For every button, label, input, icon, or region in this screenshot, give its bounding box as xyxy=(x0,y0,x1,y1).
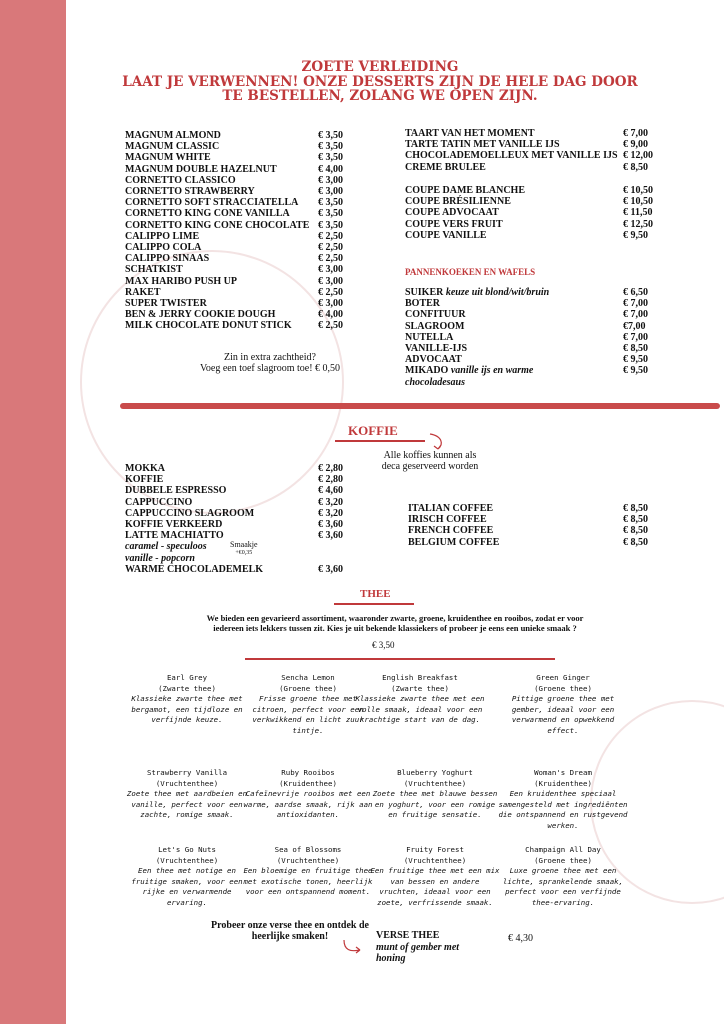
item-name: SLAGROOM xyxy=(405,320,465,332)
item-name: MILK CHOCOLATE DONUT STICK xyxy=(125,320,292,332)
item-name: COUPE BRÉSILIENNE xyxy=(405,196,511,208)
tea-description: Een fruitige thee met een mix van bessen en andere vruchten, ideaal voor een zoete, verfrissende smaak. xyxy=(370,866,500,907)
header-line-1: ZOETE VERLEIDING xyxy=(301,59,459,75)
item-price: € 7,00 xyxy=(623,331,648,343)
flavor-line-2: vanille - popcorn xyxy=(125,552,195,564)
item-price: € 3,20 xyxy=(318,507,343,519)
item-price: € 4,60 xyxy=(318,485,343,497)
tea-name: Strawberry Vanilla xyxy=(146,768,228,777)
item-name: COUPE VERS FRUIT xyxy=(405,218,503,230)
item-price: € 3,00 xyxy=(318,174,343,186)
item-price: € 8,50 xyxy=(623,514,648,526)
tea-type: (Vruchtenthee) xyxy=(403,778,467,788)
decaf-note: Alle koffies kunnen als deca geserveerd worden xyxy=(381,450,479,472)
tea-name: English Breakfast xyxy=(382,673,458,682)
tea-name: Fruity Forest xyxy=(406,845,464,854)
item-price: € 3,00 xyxy=(318,298,343,309)
item-price: € 2,50 xyxy=(318,320,343,332)
item-price: € 2,80 xyxy=(318,463,343,474)
item-name: DUBBELE ESPRESSO xyxy=(125,485,227,497)
item-price: € 12,00 xyxy=(623,150,653,162)
item-price: € 8,50 xyxy=(623,343,648,354)
item-name: CALIPPO COLA xyxy=(125,242,202,253)
tea-description: Een kruidenthee speciaal samengesteld met ingrediënten die ontspannend en rustgevend werken. xyxy=(498,789,628,830)
tea-card xyxy=(498,768,628,831)
item-name: TARTE TATIN MET VANILLE IJS xyxy=(405,139,560,151)
thee-price: € 3,50 xyxy=(372,640,395,650)
tea-name: Sea of Blossoms xyxy=(274,845,342,854)
item-name: CORNETTO SOFT STRACCIATELLA xyxy=(125,197,299,209)
item-name: COUPE VANILLE xyxy=(405,229,487,241)
item-price: €7,00 xyxy=(623,320,646,332)
koffie-underline xyxy=(335,440,425,442)
tea-type: (Zwarte thee) xyxy=(158,683,216,693)
tea-card xyxy=(498,845,628,908)
item-name: CORNETTO STRAWBERRY xyxy=(125,186,255,197)
decorative-side-strip xyxy=(0,0,66,1024)
tea-card xyxy=(122,768,252,821)
item-price: € 9,00 xyxy=(623,139,648,151)
tea-type: (Vruchtenthee) xyxy=(403,855,467,865)
tea-name: Green Ginger xyxy=(536,673,590,682)
item-price: € 3,50 xyxy=(318,208,343,220)
fresh-tea-desc-1: munt of gember met xyxy=(376,941,460,953)
item-name: WARME CHOCOLADEMELK xyxy=(125,563,264,575)
tea-type: (Vruchtenthee) xyxy=(155,855,219,865)
item-name: CALIPPO LIME xyxy=(125,230,200,242)
item-name: MAGNUM DOUBLE HAZELNUT xyxy=(125,163,277,175)
item-name: VANILLE-IJS xyxy=(405,343,468,354)
item-price: € 3,00 xyxy=(318,275,343,287)
item-price: € 8,50 xyxy=(623,161,648,173)
item-name: CAPPUCCINO SLAGROOM xyxy=(125,507,255,519)
item-name: LATTE MACHIATTO xyxy=(125,530,224,542)
tea-card xyxy=(243,845,373,898)
smaakje-price: +€0,35 xyxy=(235,550,253,556)
item-price: € 3,50 xyxy=(318,219,343,231)
tea-name: Earl Grey xyxy=(166,673,208,682)
item-name: SCHATKIST xyxy=(125,264,183,276)
item-name: MAX HARIBO PUSH UP xyxy=(125,275,237,287)
whipped-cream-note xyxy=(170,352,370,374)
item-name: CORNETTO KING CONE VANILLA xyxy=(125,208,290,220)
item-price: € 2,80 xyxy=(318,474,343,486)
item-name: BEN & JERRY COOKIE DOUGH xyxy=(125,309,276,321)
item-name: IRISCH COFFEE xyxy=(408,514,487,526)
tea-description: Pittige groene thee met gember, ideaal voor een verwarmend en opwekkend effect. xyxy=(511,694,615,735)
tea-type: (Groene thee) xyxy=(534,683,592,693)
tea-description: Luxe groene thee met een lichte, sprankelende smaak, perfect voor een verfijnde thee-ervaring. xyxy=(502,866,624,907)
item-name: MAGNUM CLASSIC xyxy=(125,141,220,153)
item-price: € 2,50 xyxy=(318,286,343,298)
fresh-tea-name: VERSE THEE xyxy=(376,930,440,941)
item-extra: vanille ijs en warme xyxy=(450,365,534,377)
item-price: € 3,50 xyxy=(318,197,343,209)
item-price: € 3,50 xyxy=(318,141,343,153)
item-price: € 12,50 xyxy=(623,218,653,230)
item-price: € 3,60 xyxy=(318,519,343,530)
item-price: € 8,50 xyxy=(623,536,648,548)
item-extra: keuze uit blond/wit/bruin xyxy=(445,287,550,298)
item-price: € 3,20 xyxy=(318,496,343,508)
item-price: € 8,50 xyxy=(623,525,648,537)
item-name: CALIPPO SINAAS xyxy=(125,253,210,265)
whipped-line-1: Zin in extra zachtheid? xyxy=(224,352,316,363)
item-price: € 10,50 xyxy=(623,185,653,196)
section-divider xyxy=(120,403,720,409)
item-extra-line-2: chocoladesaus xyxy=(405,376,465,388)
item-price: € 6,50 xyxy=(623,287,648,298)
item-name: CONFITUUR xyxy=(405,309,466,321)
koffie-title: KOFFIE xyxy=(348,423,398,438)
thee-title: THEE xyxy=(360,588,391,600)
thee-separator xyxy=(245,658,555,660)
tea-type: (Groene thee) xyxy=(534,855,592,865)
item-price: € 8,50 xyxy=(623,503,648,514)
item-price: € 7,00 xyxy=(623,128,648,139)
tea-type: (Kruidenthee) xyxy=(279,778,337,788)
item-name: CREME BRULEE xyxy=(405,161,486,173)
flavor-surcharge xyxy=(230,541,258,557)
item-name: CORNETTO KING CONE CHOCOLATE xyxy=(125,219,310,231)
item-price: € 2,50 xyxy=(318,230,343,242)
tea-type: (Groene thee) xyxy=(279,683,337,693)
tea-name: Champaign All Day xyxy=(525,845,601,854)
tea-name: Sencha Lemon xyxy=(281,673,335,682)
item-name: CHOCOLADEMOELLEUX MET VANILLE IJS xyxy=(405,150,618,162)
item-name: MIKADO xyxy=(405,365,449,377)
arrow-icon xyxy=(342,938,364,956)
tea-description: Klassieke zwarte thee met bergamot, een tijdloze en verfijnde keuze. xyxy=(131,694,243,724)
tea-card xyxy=(370,845,500,908)
fresh-tea-item xyxy=(376,930,576,965)
menu-header xyxy=(70,60,690,104)
tea-name: Ruby Rooibos xyxy=(281,768,335,777)
item-name: CORNETTO CLASSICO xyxy=(125,174,236,186)
tea-name: Let's Go Nuts xyxy=(158,845,216,854)
item-price: € 3,00 xyxy=(318,264,343,276)
tea-description: Een bloemige en fruitige thee met exotische tonen, heerlijk voor een ontspannend moment. xyxy=(243,866,373,896)
item-name: NUTELLA xyxy=(405,331,454,343)
whipped-line-2: Voeg een toef slagroom toe! € 0,50 xyxy=(199,363,341,374)
item-price: € 7,00 xyxy=(623,298,648,310)
tea-description: Frisse groene thee met citroen, perfect voor een verkwikkend en licht zuur tintje. xyxy=(252,694,364,735)
item-price: € 7,00 xyxy=(623,309,648,321)
tea-card xyxy=(122,673,252,726)
item-name: BOTER xyxy=(405,298,441,310)
tea-name: Woman's Dream xyxy=(534,768,592,777)
item-name: COUPE DAME BLANCHE xyxy=(405,185,526,196)
header-line-2: LAAT JE VERWENNEN! ONZE DESSERTS ZIJN DE HELE DAG DOOR xyxy=(122,73,638,90)
item-name: ITALIAN COFFEE xyxy=(408,503,494,514)
fresh-tea-note: Probeer onze verse thee en ontdek de heerlijke smaken! xyxy=(211,920,369,942)
fresh-tea-desc-2: honing xyxy=(376,953,406,964)
tea-type: (Vruchtenthee) xyxy=(155,778,219,788)
fresh-tea-price: € 4,30 xyxy=(508,933,533,944)
thee-underline xyxy=(334,603,414,605)
tea-description: Zoete thee met aardbeien en vanille, perfect voor een zachte, romige smaak. xyxy=(126,789,248,819)
item-name: COUPE ADVOCAAT xyxy=(405,207,499,219)
item-price: € 4,00 xyxy=(318,309,343,321)
item-price: € 4,00 xyxy=(318,163,343,175)
tea-card xyxy=(370,768,500,821)
item-price: € 11,50 xyxy=(623,207,653,219)
item-price: € 3,00 xyxy=(318,186,343,197)
item-price: € 9,50 xyxy=(623,354,648,366)
pancakes-title: PANNENKOEKEN EN WAFELS xyxy=(405,267,536,277)
tea-card xyxy=(355,673,485,726)
tea-card xyxy=(243,673,373,736)
tea-description: Een thee met notige en fruitige smaken, voor een rijke en verwarmende ervaring. xyxy=(131,866,243,907)
item-name: ADVOCAAT xyxy=(405,354,462,366)
item-name: MAGNUM ALMOND xyxy=(125,130,221,141)
tea-card xyxy=(122,845,252,908)
item-name: TAART VAN HET MOMENT xyxy=(405,128,535,139)
smaakje-label: Smaakje xyxy=(230,540,258,549)
item-name: CAPPUCCINO xyxy=(125,496,193,508)
item-name: MAGNUM WHITE xyxy=(125,152,211,164)
flavor-line-1: caramel - speculoos xyxy=(125,541,207,553)
tea-description: Klassieke zwarte thee met een volle smaak, ideaal voor een krachtige start van de dag. xyxy=(355,694,485,724)
arrow-icon xyxy=(428,432,450,452)
tea-description: Cafeïnevrije rooibos met een warme, aardse smaak, rijk aan antioxidanten. xyxy=(243,789,373,819)
thee-intro: We bieden een gevarieerd assortiment, waaronder zwarte, groene, kruidenthee en rooibos, zodat er voor iedereen iets lekkers tussen zit. Kies je uit bekende klassiekers of probeer je eens een unieke smaak ? xyxy=(206,613,584,633)
item-name: RAKET xyxy=(125,286,161,298)
item-price: € 3,50 xyxy=(318,152,343,164)
tea-type: (Kruidenthee) xyxy=(534,778,592,788)
item-price: € 10,50 xyxy=(623,196,653,208)
item-price: € 2,50 xyxy=(318,253,343,265)
item-price: € 3,60 xyxy=(318,530,343,542)
item-price: € 2,50 xyxy=(318,242,343,253)
item-name: KOFFIE VERKEERD xyxy=(125,519,223,530)
tea-type: (Zwarte thee) xyxy=(391,683,449,693)
tea-name: Blueberry Yoghurt xyxy=(397,768,473,777)
watermark-circle xyxy=(80,250,344,514)
item-name: SUPER TWISTER xyxy=(125,298,207,309)
tea-description: Zoete thee met blauwe bessen en yoghurt, voor een romige en fruitige sensatie. xyxy=(372,789,498,819)
header-line-3: TE BESTELLEN, ZOLANG WE OPEN ZIJN. xyxy=(222,88,538,104)
item-price: € 3,60 xyxy=(318,563,343,575)
item-name: KOFFIE xyxy=(125,474,164,486)
item-name: SUIKER xyxy=(405,287,444,298)
item-price: € 9,50 xyxy=(623,365,648,377)
tea-card xyxy=(498,673,628,736)
tea-type: (Vruchtenthee) xyxy=(276,855,340,865)
item-price: € 3,50 xyxy=(318,130,343,141)
item-name: MOKKA xyxy=(125,463,165,474)
item-name: FRENCH COFFEE xyxy=(408,525,494,537)
tea-card xyxy=(243,768,373,821)
item-name: BELGIUM COFFEE xyxy=(408,536,500,548)
item-price: € 9,50 xyxy=(623,229,648,241)
